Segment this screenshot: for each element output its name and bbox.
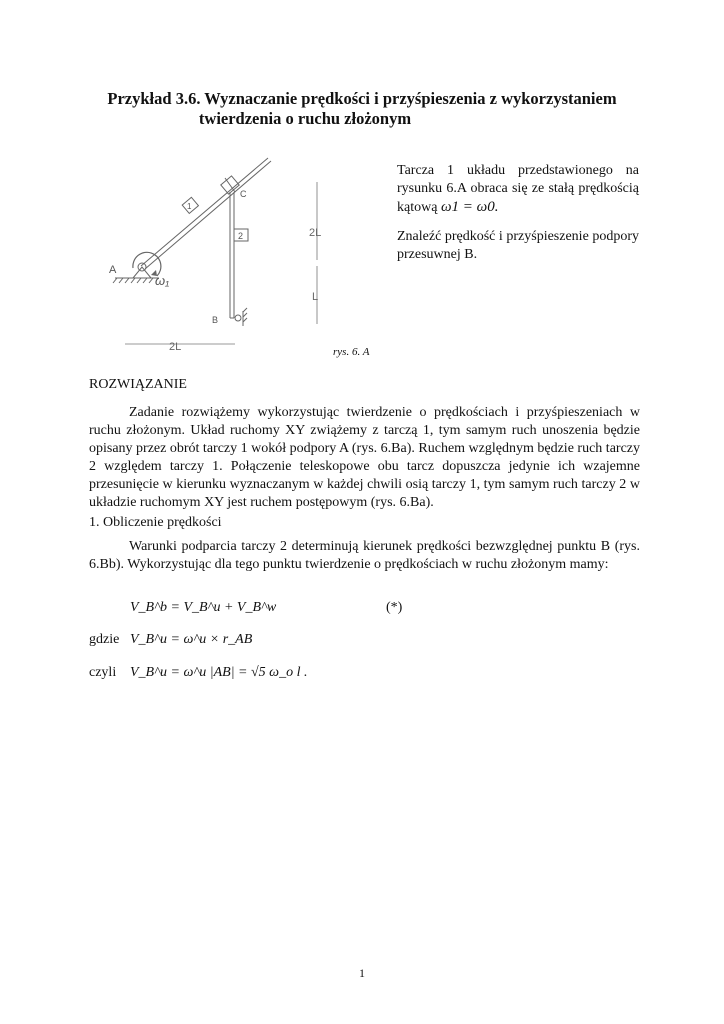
equation-3: V_B^u = ω^u |AB| = √5 ω_o l . <box>130 665 308 680</box>
label-l-vertical: L <box>312 291 319 303</box>
figure-caption: rys. 6. A <box>333 346 370 358</box>
roller-b <box>235 315 241 321</box>
figure-6a <box>95 148 335 360</box>
equation-2: V_B^u = ω^u × r_AB <box>130 632 253 647</box>
problem-eq-omega: ω1 = ω0. <box>440 199 499 215</box>
label-b: B <box>212 315 219 325</box>
section-1-heading: 1. Obliczenie prędkości <box>89 515 222 530</box>
label-2l-vertical: 2L <box>309 227 322 239</box>
page-title: Przykład 3.6. Wyznaczanie prędkości i przyśpieszenia z wykorzystaniem <box>107 89 617 108</box>
section-1-paragraph: Warunki podparcia tarczy 2 determinują kierunek prędkości bezwzględnej punktu B (rys. 6.Bb). Wykorzystując dla tego punktu twierdzenie o prędkościach w ruchu złożonym mamy: <box>89 539 640 572</box>
page-title-line2: twierdzenia o ruchu złożonym <box>198 109 412 128</box>
page-number: 1 <box>359 966 365 980</box>
equation-1: V_B^b = V_B^u + V_B^w <box>130 600 277 615</box>
label-a: A <box>109 264 117 276</box>
label-omega: ω₁ <box>155 273 170 288</box>
label-2l-horizontal: 2L <box>169 341 182 353</box>
problem-paragraph-2: Znaleźć prędkość i przyśpieszenie podpory przesuwnej B. <box>397 229 639 262</box>
solution-heading: ROZWIĄZANIE <box>89 377 187 392</box>
problem-paragraph-1 <box>397 162 639 217</box>
equation-1-tag: (*) <box>386 600 403 615</box>
label-2: 2 <box>238 231 244 241</box>
label-1: 1 <box>187 202 192 211</box>
bar-1-edge-b <box>145 161 271 269</box>
support-a <box>133 267 151 278</box>
problem-text-1: Tarcza 1 układu przedstawionego na rysunku 6.A obraca się ze stałą prędkością kątową <box>397 163 639 215</box>
bar-1-edge-a <box>141 158 268 266</box>
solution-paragraph: Zadanie rozwiążemy wykorzystując twierdzenie o prędkościach i przyśpieszeniach w ruchu złożonym. Układ ruchomy XY zwiążemy z tarczą 1, tym samym ruch unoszenia będzie opisany przez obrót tarczy 1 wokół podpory A (rys. 6.Ba). Ruchem względnym będzie ruch tarczy 2 względem tarczy 1. Połączenie teleskopowe obu tarcz dopuszcza jedynie ich wzajemne przesunięcie w kierunku wyznaczanym w każdej chwili osią tarczy 1, tym samym ruch tarczy 2 w układzie ruchomym XY jest ruchem postępowym (rys. 6.Ba). <box>89 405 640 510</box>
czyli-label: czyli <box>89 665 117 680</box>
label-c: C <box>240 189 247 199</box>
gdzie-label: gdzie <box>89 632 120 647</box>
